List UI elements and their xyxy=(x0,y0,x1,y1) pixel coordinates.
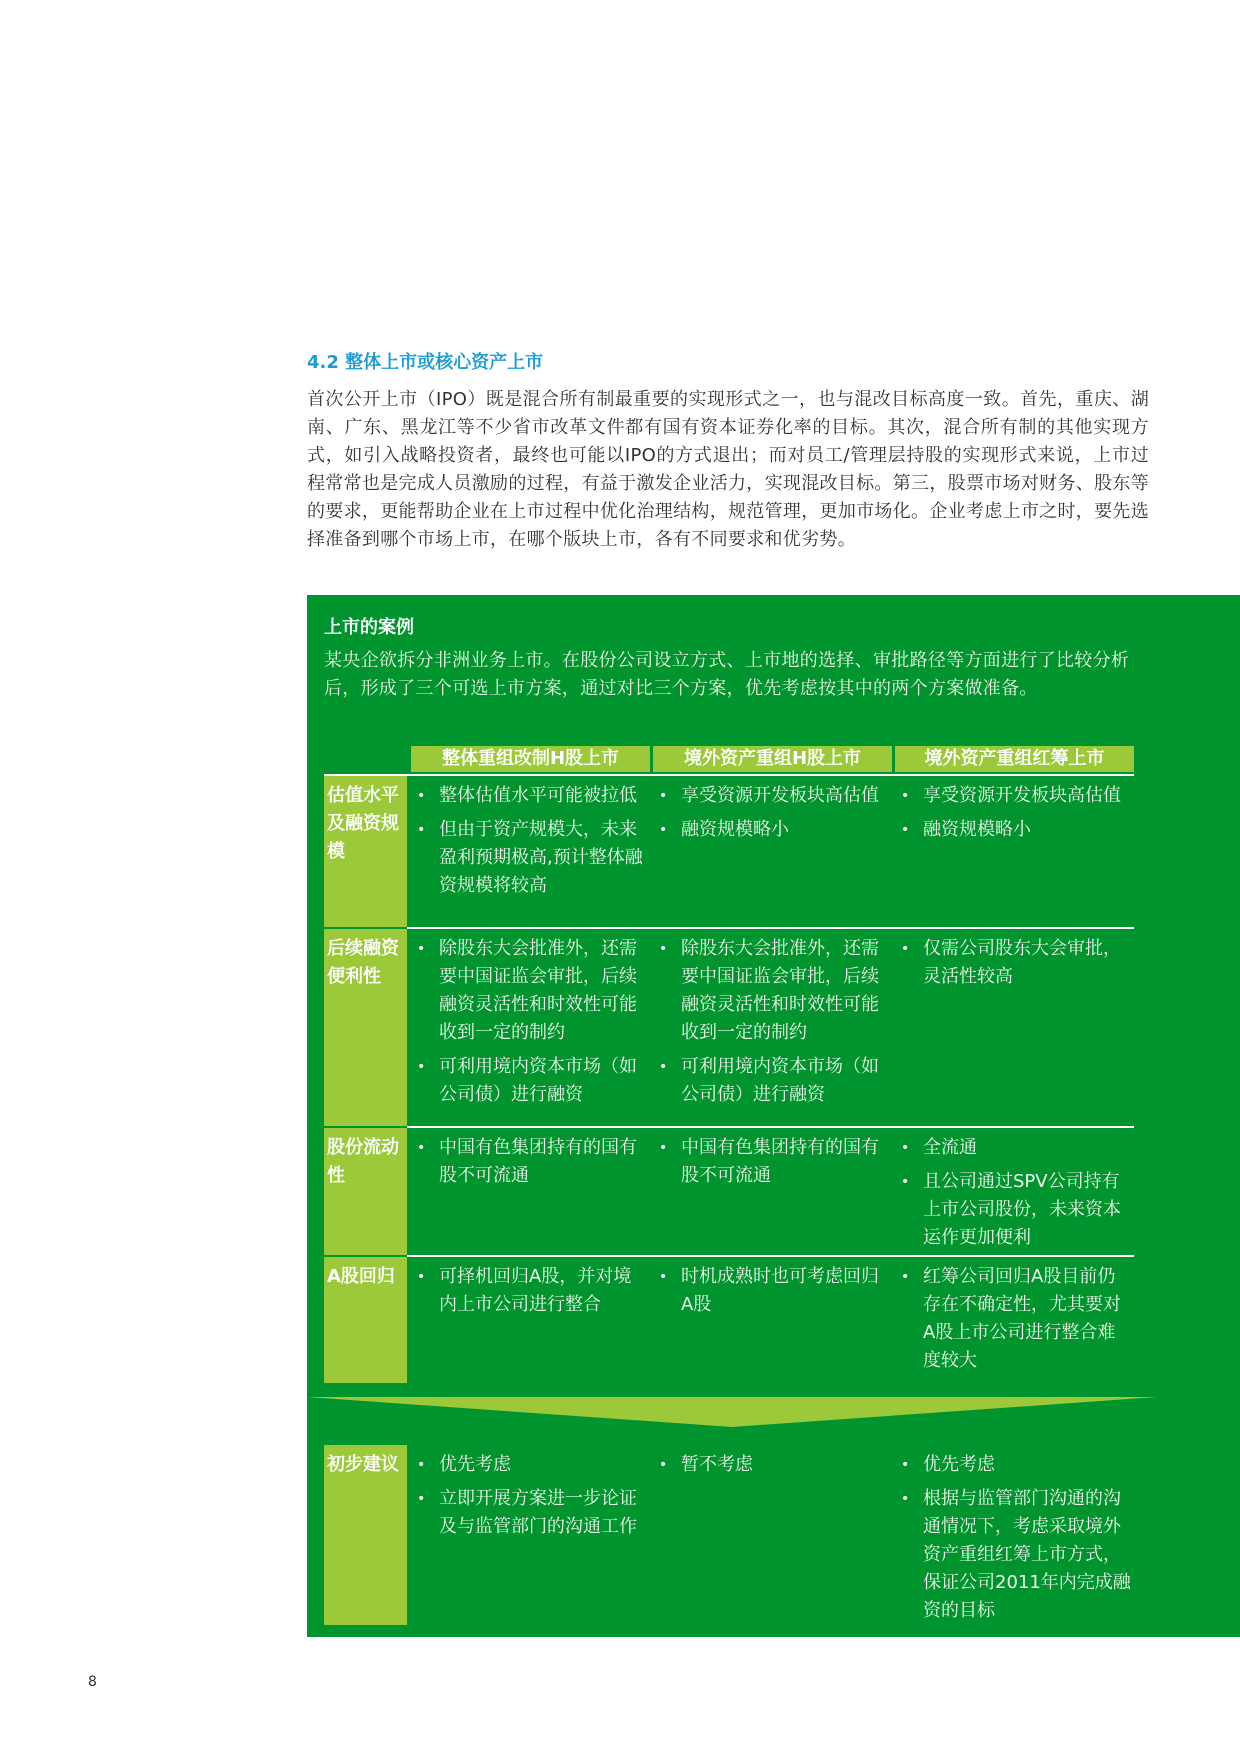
bullet-item: • 中国有色集团持有的国有股不可流通 xyxy=(659,1134,891,1190)
bullet-item: • 全流通 xyxy=(901,1134,1133,1162)
cell-valuation-2 xyxy=(659,782,891,850)
row-divider xyxy=(407,927,1134,929)
cell-liquidity-3 xyxy=(901,1134,1133,1258)
cell-valuation-1 xyxy=(417,782,649,906)
cell-recommendation-2 xyxy=(659,1451,891,1485)
bullet-item: • 暂不考虑 xyxy=(659,1451,891,1479)
case-description: 某央企欲拆分非洲业务上市。在股份公司设立方式、上市地的选择、审批路径等方面进行了比较分析后，形成了三个可选上市方案，通过对比三个方案，优先考虑按其中的两个方案做准备。 xyxy=(324,650,1130,699)
intro-paragraph: 首次公开上市（IPO）既是混合所有制最重要的实现形式之一，也与混改目标高度一致。首先，重庆、湖南、广东、黑龙江等不少省市改革文件都有国有资本证券化率的目标。其次，混合所有制的其他实现方式，如引入战略投资者，最终也可能以IPO的方式退出；而对员工/管理层持股的实现形式来说，上市过程常常也是完成人员激励的过程，有益于激发企业活力，实现混改目标。第三，股票市场对财务、股东等的要求，更能帮助企业在上市过程中优化治理结构，规范管理，更加市场化。企业考虑上市之时，要先选择准备到哪个市场上市，在哪个版块上市，各有不同要求和优劣势。 xyxy=(307,389,1149,550)
bullet-item: • 除股东大会批准外，还需要中国证监会审批，后续融资灵活性和时效性可能收到一定的制约 xyxy=(659,935,891,1047)
bullet-item: • 享受资源开发板块高估值 xyxy=(901,782,1133,810)
case-study-box xyxy=(307,595,1240,1637)
case-title: 上市的案例 xyxy=(324,617,414,638)
bullet-item: • 整体估值水平可能被拉低 xyxy=(417,782,649,810)
cell-liquidity-1 xyxy=(417,1134,649,1196)
bullet-item: • 优先考虑 xyxy=(417,1451,649,1479)
column-header-1: 整体重组改制H股上市 xyxy=(411,746,650,772)
bullet-item: • 融资规模略小 xyxy=(659,816,891,844)
down-arrow-divider xyxy=(307,1397,1157,1429)
header-divider xyxy=(324,774,1134,776)
cell-a-share-1 xyxy=(417,1263,649,1325)
cell-a-share-3 xyxy=(901,1263,1133,1381)
cell-valuation-3 xyxy=(901,782,1133,850)
row-label-recommendation: 初步建议 xyxy=(324,1445,407,1625)
column-header-2: 境外资产重组H股上市 xyxy=(653,746,892,772)
bullet-item: • 立即开展方案进一步论证及与监管部门的沟通工作 xyxy=(417,1485,649,1541)
column-header-3: 境外资产重组红筹上市 xyxy=(895,746,1134,772)
bullet-item: • 可择机回归A股，并对境内上市公司进行整合 xyxy=(417,1263,649,1319)
bullet-item: • 且公司通过SPV公司持有上市公司股份，未来资本运作更加便利 xyxy=(901,1168,1133,1252)
row-label-liquidity: 股份流动性 xyxy=(324,1128,407,1255)
row-divider xyxy=(407,1255,1134,1257)
cell-financing-3 xyxy=(901,935,1133,997)
bullet-item: • 时机成熟时也可考虑回归A股 xyxy=(659,1263,891,1319)
row-label-financing: 后续融资便利性 xyxy=(324,929,407,1126)
bullet-item: • 中国有色集团持有的国有股不可流通 xyxy=(417,1134,649,1190)
row-label-valuation: 估值水平及融资规模 xyxy=(324,776,407,927)
bullet-item: • 红筹公司回归A股目前仍存在不确定性，尤其要对A股上市公司进行整合难度较大 xyxy=(901,1263,1133,1375)
cell-recommendation-1 xyxy=(417,1451,649,1547)
cell-recommendation-3 xyxy=(901,1451,1133,1631)
bullet-item: • 享受资源开发板块高估值 xyxy=(659,782,891,810)
row-label-a-share-return: A股回归 xyxy=(324,1257,407,1383)
cell-financing-1 xyxy=(417,935,649,1115)
cell-financing-2 xyxy=(659,935,891,1115)
row-divider xyxy=(407,1126,1134,1128)
bullet-item: • 仅需公司股东大会审批，灵活性较高 xyxy=(901,935,1133,991)
cell-liquidity-2 xyxy=(659,1134,891,1196)
cell-a-share-2 xyxy=(659,1263,891,1325)
bullet-item: • 根据与监管部门沟通的沟通情况下，考虑采取境外资产重组红筹上市方式，保证公司2011年内完成融资的目标 xyxy=(901,1485,1133,1625)
bullet-item: • 可利用境内资本市场（如公司债）进行融资 xyxy=(417,1053,649,1109)
section-title: 4.2 整体上市或核心资产上市 xyxy=(307,352,544,373)
bullet-item: • 除股东大会批准外，还需要中国证监会审批，后续融资灵活性和时效性可能收到一定的制约 xyxy=(417,935,649,1047)
bullet-item: • 融资规模略小 xyxy=(901,816,1133,844)
bullet-item: • 可利用境内资本市场（如公司债）进行融资 xyxy=(659,1053,891,1109)
page-number: 8 xyxy=(88,1674,97,1690)
bullet-item: • 优先考虑 xyxy=(901,1451,1133,1479)
bullet-item: • 但由于资产规模大，未来盈利预期极高,预计整体融资规模将较高 xyxy=(417,816,649,900)
